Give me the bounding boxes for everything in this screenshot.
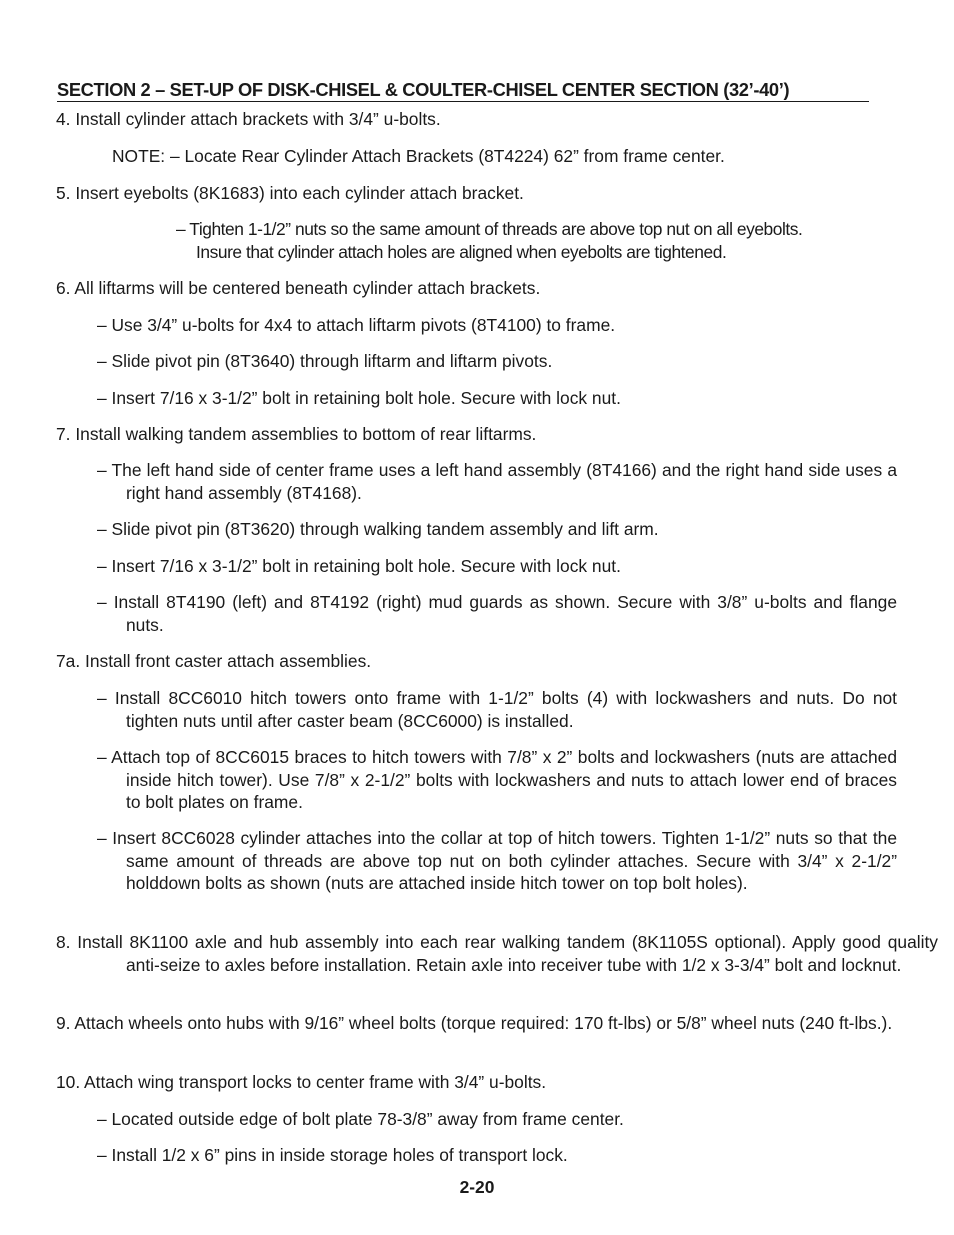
page-number: 2-20 <box>459 1177 495 1197</box>
section-title: SECTION 2 – SET-UP OF DISK-CHISEL & COULTER-CHISEL CENTER SECTION (32’-40’) <box>57 79 869 102</box>
step-10-substep-b: – Install 1/2 x 6” pins in inside storage holes of transport lock. <box>97 1145 568 1165</box>
step-6: 6. All liftarms will be centered beneath cylinder attach brackets. <box>56 278 541 298</box>
step-4: 4. Install cylinder attach brackets with 3/4” u-bolts. <box>56 109 441 129</box>
step-5-substep-line1: – Tighten 1-1/2” nuts so the same amount of threads are above top nut on all eyebolts. <box>176 219 803 239</box>
step-7-substep-c: – Insert 7/16 x 3-1/2” bolt in retaining bolt hole. Secure with lock nut. <box>97 556 621 576</box>
step-8: 8. Install 8K1100 axle and hub assembly into each rear walking tandem (8K1105S optional). Apply good quality anti-seize to axles before installation. Retain axle into receiver tube with 1/2 x 3-3/4” bolt and locknut. <box>56 932 938 975</box>
step-7a-substep-a: – Install 8CC6010 hitch towers onto frame with 1-1/2” bolts (4) with lockwashers and nuts. Do not tighten nuts until after caster beam (8CC6000) is installed. <box>97 688 897 731</box>
step-7a-substep-b: – Attach top of 8CC6015 braces to hitch towers with 7/8” x 2” bolts and lockwashers (nuts are attached inside hitch tower). Use 7/8” x 2-1/2” bolts with lockwashers and nuts to attach lower end of braces to bolt plates on frame. <box>97 747 897 813</box>
step-7-substep-b: – Slide pivot pin (8T3620) through walking tandem assembly and lift arm. <box>97 519 659 539</box>
step-5-substep <box>176 218 868 263</box>
step-5-substep-line2: Insure that cylinder attach holes are aligned when eyebolts are tightened. <box>196 241 727 262</box>
step-4-note: NOTE: – Locate Rear Cylinder Attach Brackets (8T4224) 62” from frame center. <box>112 146 725 166</box>
step-10: 10. Attach wing transport locks to center frame with 3/4” u-bolts. <box>56 1072 547 1092</box>
step-7-substep-a: – The left hand side of center frame uses a left hand assembly (8T4166) and the right hand side uses a right hand assembly (8T4168). <box>97 460 897 503</box>
step-7: 7. Install walking tandem assemblies to bottom of rear liftarms. <box>56 424 537 444</box>
step-6-substep-b: – Slide pivot pin (8T3640) through liftarm and liftarm pivots. <box>97 351 553 371</box>
step-7a: 7a. Install front caster attach assemblies. <box>56 651 372 671</box>
step-7a-substep-c: – Insert 8CC6028 cylinder attaches into the collar at top of hitch towers. Tighten 1-1/2” nuts so that the same amount of threads are above top nut on both cylinder attaches. Secure with 3/4” x 2-1/2” holddown bolts as shown (nuts are attached inside hitch tower on top bolt holes). <box>97 828 897 894</box>
step-7-substep-d: – Install 8T4190 (left) and 8T4192 (right) mud guards as shown. Secure with 3/8” u-bolts and flange nuts. <box>97 592 897 635</box>
step-6-substep-a: – Use 3/4” u-bolts for 4x4 to attach liftarm pivots (8T4100) to frame. <box>97 315 616 335</box>
step-6-substep-c: – Insert 7/16 x 3-1/2” bolt in retaining bolt hole. Secure with lock nut. <box>97 388 621 408</box>
step-9: 9. Attach wheels onto hubs with 9/16” wheel bolts (torque required: 170 ft-lbs) or 5/8” wheel nuts (240 ft-lbs.). <box>56 1013 893 1033</box>
step-10-substep-a: – Located outside edge of bolt plate 78-3/8” away from frame center. <box>97 1109 624 1129</box>
step-5: 5. Insert eyebolts (8K1683) into each cylinder attach bracket. <box>56 183 524 203</box>
